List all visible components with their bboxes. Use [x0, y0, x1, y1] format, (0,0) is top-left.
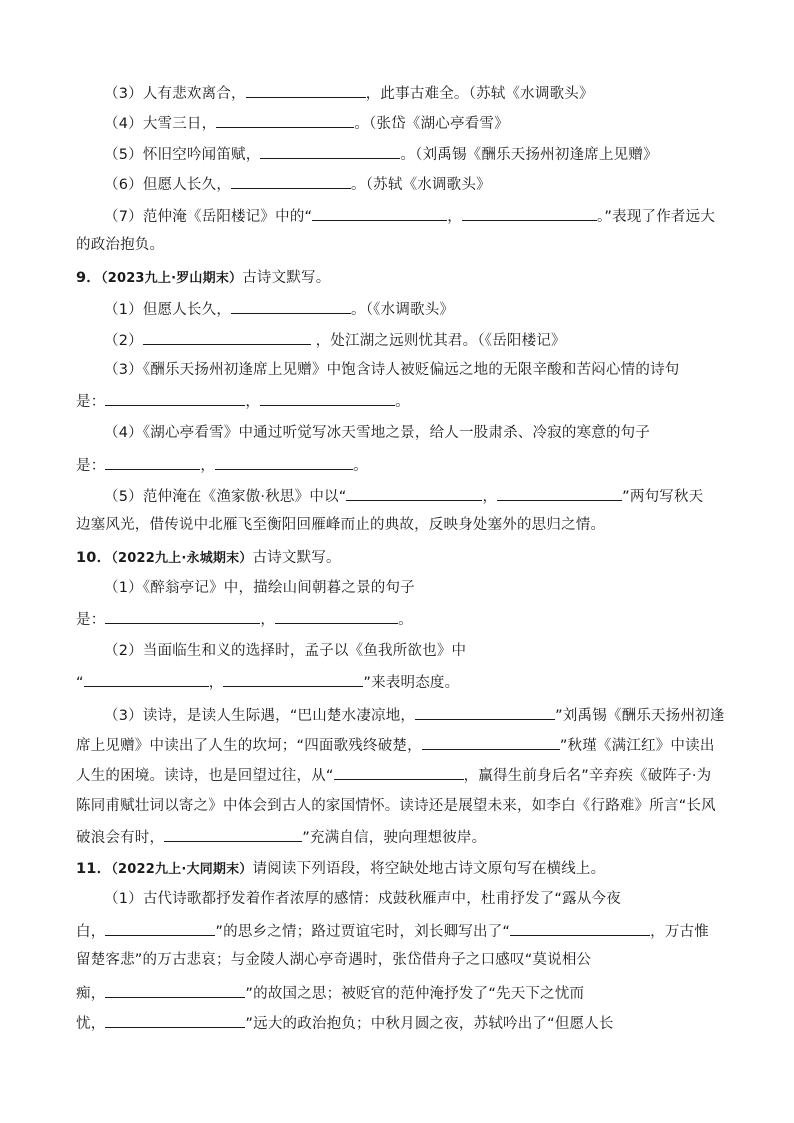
answer-blank[interactable]	[510, 920, 650, 936]
question-number: 11．	[76, 861, 112, 877]
line-text: （1）但愿人长久，	[104, 302, 232, 318]
text-line	[76, 235, 726, 255]
answer-blank[interactable]	[84, 671, 209, 687]
line-text: （4）《湖心亭看雪》中通过听觉写冰天雪地之景，给人一股肃杀、冷寂的寒意的句子	[104, 425, 651, 441]
answer-blank[interactable]	[346, 485, 482, 501]
answer-blank[interactable]	[105, 1012, 245, 1028]
question-number: 10．	[76, 550, 112, 566]
line-text: 。	[353, 458, 368, 474]
answer-blank[interactable]	[312, 205, 447, 221]
answer-blank[interactable]	[105, 454, 200, 470]
text-line	[76, 920, 726, 942]
answer-blank[interactable]	[422, 734, 560, 750]
line-text: ，	[245, 394, 261, 410]
line-text: ，	[200, 458, 216, 474]
answer-blank[interactable]	[105, 608, 260, 624]
line-text: 边塞风光，借传说中北雁飞至衡阳回雁峰而止的典故，反映身处塞外的思归之情。	[76, 517, 606, 533]
line-text: ，此事古难全。（苏轼《水调歌头》	[365, 86, 594, 102]
answer-blank[interactable]	[223, 671, 363, 687]
text-line	[104, 578, 726, 598]
line-text: 陈同甫赋壮词以寄之》中体会到古人的家国情怀。读诗还是展望未来，如李白《行路难》所言“长风	[76, 798, 716, 814]
answer-blank[interactable]	[216, 112, 354, 128]
text-line	[104, 889, 726, 909]
line-text: 古诗文默写。	[252, 550, 341, 566]
answer-blank[interactable]	[415, 704, 555, 720]
text-line	[104, 641, 726, 661]
line-text: 。	[395, 394, 410, 410]
text-line	[76, 859, 726, 880]
line-text: （3）人有悲欢离合，	[104, 86, 246, 102]
answer-blank[interactable]	[334, 764, 464, 780]
line-text: 请阅读下列语段，将空缺处地古诗文原句写在横线上。	[252, 861, 606, 877]
line-text: ”充满自信，驶向理想彼岸。	[302, 830, 487, 846]
line-text: 是：	[76, 458, 106, 474]
text-line	[76, 764, 726, 786]
line-text: 。	[398, 612, 413, 628]
line-text: 的政治抱负。	[76, 237, 165, 253]
answer-blank[interactable]	[105, 982, 245, 998]
text-line	[104, 298, 726, 320]
line-text: 痴，	[76, 986, 106, 1002]
line-text: 人生的困境。读诗，也是回望过往，从“	[76, 768, 334, 784]
text-line	[76, 982, 726, 1004]
answer-blank[interactable]	[215, 454, 353, 470]
text-line	[76, 826, 726, 848]
line-text: （1）古代诗歌都抒发着作者浓厚的感情：戍鼓秋雁声中，杜甫抒发了“露从今夜	[104, 891, 621, 907]
answer-blank[interactable]	[105, 390, 245, 406]
line-text: （6）但愿人长久，	[104, 177, 232, 193]
line-text: ，	[208, 675, 224, 691]
text-line	[76, 390, 726, 412]
answer-blank[interactable]	[231, 298, 351, 314]
line-text: 。（《水调歌头》	[351, 302, 455, 318]
line-text: ”来表明态度。	[363, 675, 460, 691]
line-text: 。（苏轼《水调歌头》	[351, 177, 491, 193]
line-text: 。”表现了作者远大	[596, 209, 716, 225]
text-line	[76, 515, 726, 535]
line-text: ”远大的政治抱负；中秋月圆之夜，苏轼吟出了“但愿人长	[245, 1016, 614, 1032]
text-line	[76, 454, 726, 476]
answer-blank[interactable]	[275, 608, 398, 624]
text-line	[104, 485, 726, 507]
line-text: 留楚客悲”的万古悲哀；与金陵人湖心亭奇遇时，张岱借舟子之口感叹“莫说相公	[76, 952, 592, 968]
line-text: ，	[260, 612, 276, 628]
text-line	[104, 360, 726, 380]
text-line	[76, 671, 726, 693]
text-line	[76, 734, 726, 756]
line-text: （5）范仲淹在《渔家傲·秋思》中以“	[104, 489, 347, 505]
text-line	[76, 548, 726, 569]
line-text: 是：	[76, 612, 106, 628]
text-line	[76, 1012, 726, 1034]
line-text: 白，	[76, 924, 106, 940]
line-text: 破浪会有时，	[76, 830, 165, 846]
question-number: 9．	[76, 270, 101, 286]
line-text: ，	[482, 489, 498, 505]
text-line	[104, 329, 726, 351]
line-text: 。（张岱《湖心亭看雪》	[354, 116, 509, 132]
question-source: （2023九上·罗山期末）	[101, 271, 243, 286]
line-text: 古诗文默写。	[242, 270, 331, 286]
line-text: ”刘禹锡《酬乐天扬州初逢	[555, 708, 725, 724]
line-text: ”两句写秋天	[622, 489, 704, 505]
line-text: （2）当面临生和义的选择时，孟子以《鱼我所欲也》中	[104, 643, 467, 659]
text-line	[76, 950, 726, 970]
line-text: （4）大雪三日，	[104, 116, 217, 132]
text-line	[104, 173, 726, 195]
text-line	[104, 205, 726, 227]
line-text: ”秋瑾《满江红》中读出	[559, 738, 715, 754]
answer-blank[interactable]	[143, 329, 311, 345]
line-text: （1）《醉翁亭记》中，描绘山间朝暮之景的句子	[104, 580, 415, 596]
text-line	[76, 608, 726, 630]
line-text: ，处江湖之远则忧其君。（《岳阳楼记》	[310, 333, 566, 349]
line-text: 。（刘禹锡《酬乐天扬州初逢席上见赠》	[400, 147, 658, 163]
answer-blank[interactable]	[260, 143, 400, 159]
text-line	[76, 796, 726, 816]
answer-blank[interactable]	[497, 485, 622, 501]
line-text: ”的故国之思；被贬官的范仲淹抒发了“先天下之忧而	[245, 986, 585, 1002]
line-text: 席上见赠》中读出了人生的坎坷；“四面歌残终破楚，	[76, 738, 422, 754]
answer-blank[interactable]	[246, 82, 366, 98]
answer-blank[interactable]	[462, 205, 597, 221]
line-text: （2）	[104, 333, 143, 349]
answer-blank[interactable]	[164, 826, 302, 842]
answer-blank[interactable]	[260, 390, 395, 406]
line-text: ”的思乡之情；路过贾谊宅时，刘长卿写出了“	[215, 924, 511, 940]
line-text: 忧，	[76, 1016, 106, 1032]
text-line	[104, 423, 726, 443]
line-text: ，赢得生前身后名”辛弃疾《破阵子·为	[463, 768, 712, 784]
line-text: （3）读诗，是读人生际遇，“巴山楚水凄凉地，	[104, 708, 416, 724]
line-text: “	[76, 675, 84, 691]
text-line	[76, 268, 726, 289]
question-source: （2022九上·永城期末）	[111, 551, 253, 566]
question-source: （2022九上·大同期末）	[111, 862, 253, 877]
answer-blank[interactable]	[231, 173, 351, 189]
text-line	[104, 82, 726, 104]
answer-blank[interactable]	[105, 920, 215, 936]
line-text: （3）《酬乐天扬州初逢席上见赠》中饱含诗人被贬偏远之地的无限辛酸和苦闷心情的诗句	[104, 362, 680, 378]
text-line	[104, 143, 726, 165]
line-text: 是：	[76, 394, 106, 410]
text-line	[104, 112, 726, 134]
text-line	[104, 704, 726, 726]
line-text: ，	[447, 209, 462, 225]
line-text: ，万古惟	[650, 924, 709, 940]
line-text: （5）怀旧空吟闻笛赋，	[104, 147, 261, 163]
line-text: （7）范仲淹《岳阳楼记》中的“	[104, 209, 313, 225]
